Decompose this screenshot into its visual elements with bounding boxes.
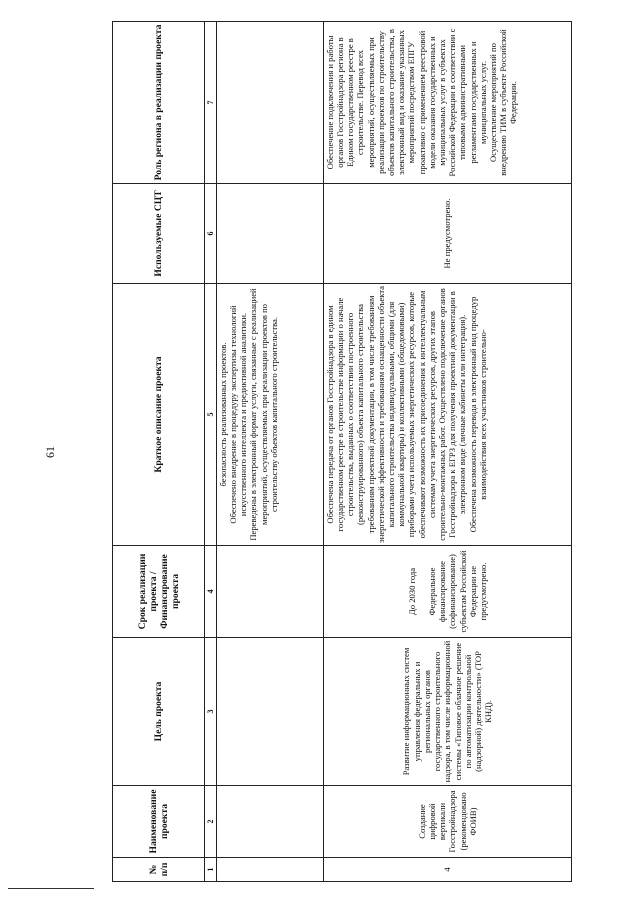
cell-goal: Развитие информационных систем управления федеральных и региональных органов государственного строительного надзора, в том числе информационной системы «Типовое облачное решение по автоматизации контрольной (надзорной) деятельности» (ТОР КНД). [323, 638, 571, 786]
cell-name: Создание цифровой вертикали Госстройнадзора (рекомендовано ФОИВ) [323, 786, 571, 858]
column-number: 7 [205, 22, 216, 184]
cell-empty [216, 22, 323, 184]
column-number: 6 [205, 184, 216, 284]
table-header-row [113, 22, 205, 882]
table-row [323, 22, 571, 882]
cell-num: 4 [323, 858, 571, 882]
table-row-continued [216, 22, 323, 882]
rotated-table-container [112, 22, 572, 882]
cell-empty [216, 786, 323, 858]
cell-sct: Не предусмотрено. [323, 184, 571, 284]
column-number: 3 [205, 638, 216, 786]
header-num: № п/п [113, 858, 205, 882]
cell-description: безопасность реализованных проектов. Обеспечено внедрение в процедуру экспертизы технологий искусственного интеллекта и предиктивной аналитики. Переведены в электронный формат услуги, связанные с реализацией мероприятий, осуществляемых при реализации проектов по строительству объектов капитального строительства. [216, 284, 323, 546]
term-text: До 2030 года [406, 567, 417, 616]
cell-empty [216, 546, 323, 638]
column-number: 1 [205, 858, 216, 882]
column-number: 4 [205, 546, 216, 638]
header-sct: Используемые СЦТ [113, 184, 205, 284]
page-number: 61 [43, 446, 57, 458]
financing-text: Федеральное финансирование (софинансирование) субъектам Российской Федерации не предусмотрено. [426, 550, 488, 633]
header-name: Наименование проекта [113, 786, 205, 858]
header-role: Роль региона в реализации проекта [113, 22, 205, 184]
column-number: 2 [205, 786, 216, 858]
header-goal: Цель проекта [113, 638, 205, 786]
cell-term [323, 546, 571, 638]
header-term: Срок реализации проекта / Финансирование проекта [113, 546, 205, 638]
projects-table [112, 21, 572, 882]
cell-role: Обеспечение подключения и работы органов Госстройнадзора региона в Едином государственном реестре в строительстве. Перевод всех мероприятий, осуществляемых при реализации проектов по строительству объектов капитального строительства, в электронный вид и оказание указанных мероприятий посредством ЕПГУ проактивно с применением реестровой модели оказания государственных и муниципальных услуг в субъектах Российской Федерации в соответствии с типовыми административными регламентами государственных и муниципальных услуг. Осуществление мероприятий по внедрению ТИМ в субъекте Российской Федерации. [323, 22, 571, 184]
cell-empty [216, 638, 323, 786]
footnote-divider [8, 888, 94, 889]
cell-empty [216, 184, 323, 284]
column-number-row [205, 22, 216, 882]
column-number: 5 [205, 284, 216, 546]
header-description: Краткое описание проекта [113, 284, 205, 546]
cell-empty [216, 858, 323, 882]
cell-description: Обеспечена передача от органов Госстройнадзора в едином государственном реестре в строительстве информации о начале строительства, выданных о соответствии построенного (реконструированного) объекта капитального строительства требованиям проектной документации, в том числе требованиям энергетической эффективности и требованиям оснащенности объекта капитального строительства индивидуальными, общими (для коммунальной квартиры) и коллективными (общедомовыми) приборами учета используемых энергетических ресурсов, которые обеспечивают возможность их присоединения к интеллектуальным системам учета энергетических ресурсов, других этапов строительно-монтажных работ. Осуществлено подключение органов Госстройнадзора к ЕГРЗ для получения проектной документации в электронном виде (личные кабинеты или интеграция). Обеспечена возможность перевода в электронный вид процедур взаимодействия всех участников строительно- [323, 284, 571, 546]
